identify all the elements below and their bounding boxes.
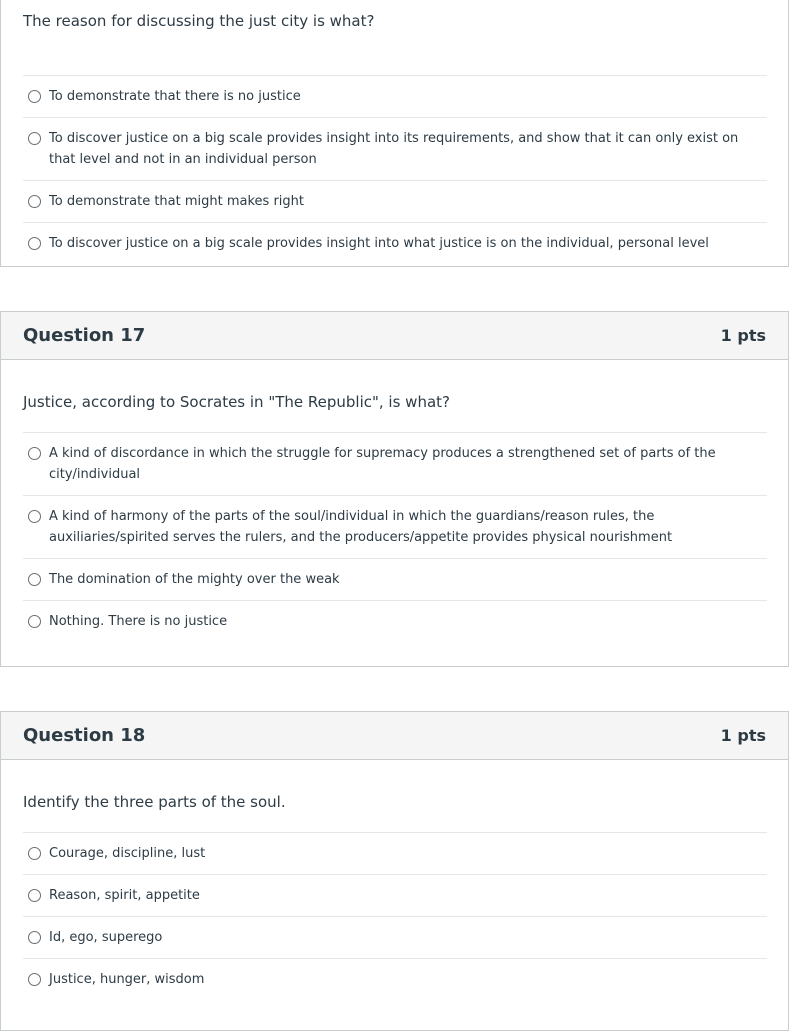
- question-header: [1, 312, 788, 360]
- radio-button[interactable]: [28, 90, 41, 103]
- question-header: [1, 712, 788, 760]
- answer-label: Nothing. There is no justice: [49, 614, 228, 629]
- question-18-card: [0, 711, 789, 1031]
- answer-option[interactable]: [23, 601, 767, 642]
- radio-button[interactable]: [28, 195, 41, 208]
- answer-option[interactable]: [23, 118, 767, 181]
- answer-option[interactable]: [23, 76, 767, 118]
- answer-option[interactable]: [23, 223, 767, 264]
- answer-option[interactable]: [23, 433, 767, 496]
- answer-label: Justice, hunger, wisdom: [49, 972, 205, 987]
- question-text: Justice, according to Socrates in "The Republic", is what?: [23, 393, 450, 411]
- question-17-card: [0, 311, 789, 667]
- answer-label: To demonstrate that there is no justice: [49, 89, 301, 104]
- radio-button[interactable]: [28, 931, 41, 944]
- question-text: Identify the three parts of the soul.: [23, 793, 286, 811]
- answer-label: A kind of harmony of the parts of the soul/individual in which the guardians/reason rules, the auxiliaries/spirited serves the rulers, and the producers/appetite provides physical nourishment: [49, 509, 673, 545]
- question-title: Question 17: [23, 325, 146, 346]
- answer-list: [23, 832, 767, 1000]
- answer-list: [23, 75, 767, 264]
- answer-label: Reason, spirit, appetite: [49, 888, 200, 903]
- answer-label: The domination of the mighty over the weak: [49, 572, 340, 587]
- answer-label: Courage, discipline, lust: [49, 846, 206, 861]
- answer-option[interactable]: [23, 875, 767, 917]
- answer-option[interactable]: [23, 959, 767, 1000]
- radio-button[interactable]: [28, 132, 41, 145]
- radio-button[interactable]: [28, 447, 41, 460]
- answer-label: To discover justice on a big scale provides insight into its requirements, and show that it can only exist on that level and not in an individual person: [49, 131, 739, 167]
- radio-button[interactable]: [28, 973, 41, 986]
- answer-option[interactable]: [23, 496, 767, 559]
- answer-list: [23, 432, 767, 642]
- radio-button[interactable]: [28, 615, 41, 628]
- answer-label: Id, ego, superego: [49, 930, 163, 945]
- answer-option[interactable]: [23, 559, 767, 601]
- answer-option[interactable]: [23, 917, 767, 959]
- radio-button[interactable]: [28, 573, 41, 586]
- question-points: 1 pts: [720, 726, 766, 745]
- answer-option[interactable]: [23, 833, 767, 875]
- question-16-card: [0, 0, 789, 267]
- question-title: Question 18: [23, 725, 146, 746]
- answer-label: To discover justice on a big scale provides insight into what justice is on the individual, personal level: [49, 236, 709, 251]
- answer-label: To demonstrate that might makes right: [49, 194, 305, 209]
- answer-label: A kind of discordance in which the struggle for supremacy produces a strengthened set of parts of the city/individual: [49, 446, 716, 482]
- question-points: 1 pts: [720, 326, 766, 345]
- answer-option[interactable]: [23, 181, 767, 223]
- radio-button[interactable]: [28, 889, 41, 902]
- question-text: The reason for discussing the just city is what?: [23, 12, 375, 30]
- radio-button[interactable]: [28, 510, 41, 523]
- radio-button[interactable]: [28, 237, 41, 250]
- radio-button[interactable]: [28, 847, 41, 860]
